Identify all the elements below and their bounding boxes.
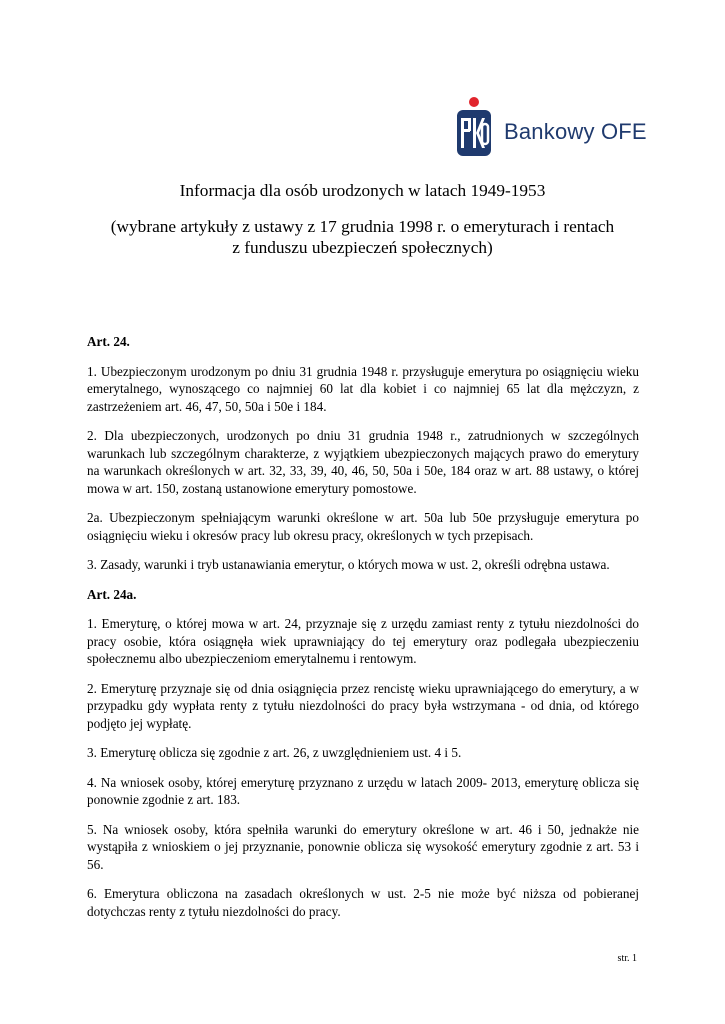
brand-name: Bankowy OFE [504,119,647,144]
document-subtitle-line-2: z funduszu ubezpieczeń społecznych) [232,238,493,257]
document-title-block [80,180,645,258]
bank-logo [454,96,647,158]
paragraph: 6. Emerytura obliczona na zasadach określonych w ust. 2-5 nie może być niższa od pobieranej dotychczas renty z tytułu niezdolności do pracy. [87,886,639,919]
article-heading: Art. 24. [87,334,130,349]
paragraph: 4. Na wniosek osoby, której emeryturę przyznano z urzędu w latach 2009- 2013, emeryturę oblicza się ponownie zgodnie z art. 183. [87,774,639,807]
paragraph: 1. Emeryturę, o której mowa w art. 24, przyznaje się z urzędu zamiast renty z tytułu niezdolności do pracy osobie, która osiągnęła wiek uprawniający do tej emerytury oraz podlegała ubezpieczeniu społecznemu albo ubezpieczeniom emerytalnemu i rentowym. [87,616,639,666]
paragraph: 2. Emeryturę przyznaje się od dnia osiągnięcia przez rencistę wieku uprawniającego do emerytury, a w przypadku gdy wypłata renty z tytułu niezdolności do pracy była wstrzymana - od dnia, od którego podjęto jej wypłatę. [87,680,639,731]
document-subtitle-line-1: (wybrane artykuły z ustawy z 17 grudnia 1998 r. o emeryturach i rentach [110,217,615,236]
pko-logo-icon [454,96,494,158]
paragraph: 2a. Ubezpieczonym spełniającym warunki określone w art. 50a lub 50e przysługuje emerytura po osiągnięciu wieku i okresów pracy lub okresu pracy, określonych w tych przepisach. [87,510,639,543]
paragraph: 3. Zasady, warunki i tryb ustanawiania emerytur, o których mowa w ust. 2, określi odrębna ustawa. [87,557,610,572]
paragraph: 2. Dla ubezpieczonych, urodzonych po dniu 31 grudnia 1948 r., zatrudnionych w szczególnych warunkach lub szczególnym charakterze, z wyjątkiem ubezpieczonych mających prawo do emerytury na warunkach określonych w art. 32, 33, 39, 40, 46, 50, 50a i 50e, 184 oraz w art. 88 ustawy, o której mowa w art. 150, zostaną ustanowione emerytury pomostowe. [87,428,639,496]
paragraph: 3. Emeryturę oblicza się zgodnie z art. 26, z uwzględnieniem ust. 4 i 5. [87,745,462,760]
paragraph: 1. Ubezpieczonym urodzonym po dniu 31 grudnia 1948 r. przysługuje emerytura po osiągnięciu wieku emerytalnego, wynoszącego co najmniej 60 lat dla kobiet i co najmniej 65 lat dla mężczyzn, z zastrzeżeniem art. 46, 47, 50, 50a i 50e i 184. [87,363,639,414]
document-title: Informacja dla osób urodzonych w latach 1949-1953 [179,181,546,200]
article-heading: Art. 24a. [87,586,137,602]
page-number: str. 1 [617,953,637,964]
document-body [87,333,639,932]
paragraph: 5. Na wniosek osoby, która spełniła warunki do emerytury określone w art. 46 i 50, jednakże nie wystąpiła z wnioskiem o jej przyznanie, ponownie oblicza się wysokość emerytury zgodnie z art. 53 i 56. [87,821,639,872]
